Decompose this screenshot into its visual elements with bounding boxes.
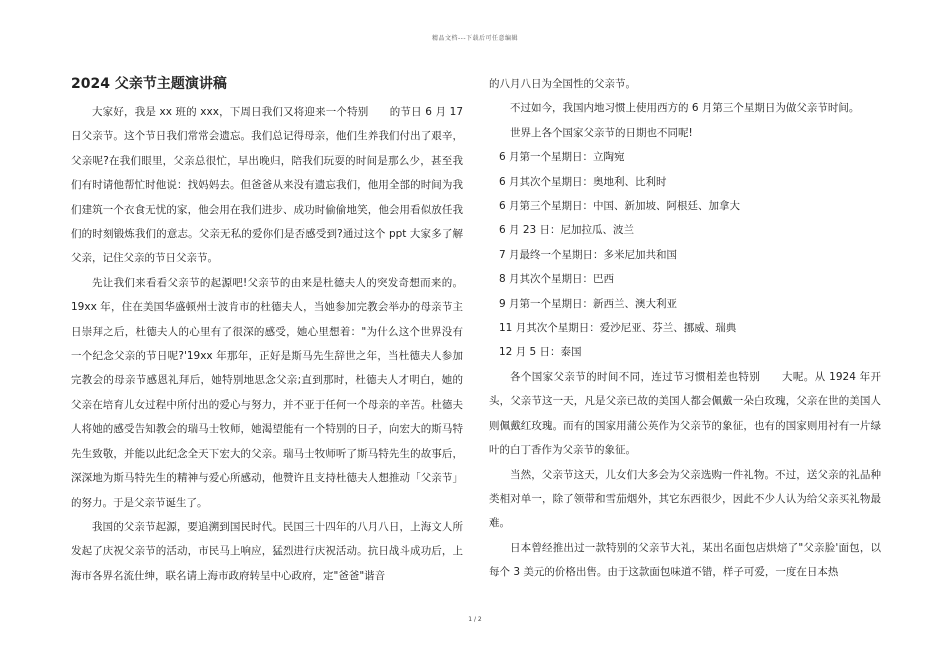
left-column — [71, 72, 463, 588]
list-item: 9 月第一个星期日：新西兰、澳大利亚 — [499, 297, 678, 310]
paragraph-continuation: 的八月八日为全国性的父亲节。 — [489, 78, 636, 90]
paragraph: 世界上各个国家父亲节的日期也不同呢! — [510, 126, 693, 139]
paragraph: 大家好，我是 xx 班的 xxx，下周日我们又将迎来一个特别 的节日 6 月 17 日父亲节。这个节日我们常常会遗忘。我们总记得母亲，他们生养我们付出了艰辛，父亲呢?在我们眼里，父亲总很忙，早出晚归，陪我们玩耍的时间是那么少，甚至我们有时请他帮忙时他说：找妈妈去。但爸爸从来没有遗忘我们，他用全部的时间为我们建筑一个衣食无忧的家，他会用在我们进步、成功时偷偷地笑，他会用看似放任我们的时刻锻炼我们的意志。父亲无私的爱你们是否感受到?通过这个 ppt 大家多了解父亲，记住父亲的节日父亲节。 — [71, 106, 463, 265]
paragraph: 日本曾经推出过一款特别的父亲节大礼，某出名面包店烘焙了"父亲脸'面包，以每个 3 美元的价格出售。由于这款面包味道不错，样子可爱，一度在日本热 — [489, 541, 881, 579]
list-item: 6 月 23 日：尼加拉瓜、波兰 — [499, 224, 635, 237]
paragraph: 先让我们来看看父亲节的起源吧!父亲节的由来是杜德夫人的突发奇想而来的。19xx 年，住在美国华盛顿州士波肯市的杜德夫人，当她参加完教会举办的母亲节主日崇拜之后，杜德夫人的心里有了很深的感受，她心里想着："为什么这个世界没有一个纪念父亲的节日呢?'19xx 年那年，正好是斯马先生辞世之年，当杜德夫人参加完教会的母亲节感恩礼拜后，她特别地思念父亲;直到那时，杜德夫人才明白，她的父亲在培育儿女过程中所付出的爱心与努力，并不亚于任何一个母亲的辛苦。杜德夫人将她的感受告知教会的瑞马士牧师，她渴望能有一个特别的日子，向宏大的斯马特先生致敬，并能以此纪念全天下宏大的父亲。瑞马士牧师听了斯马特先生的故事后，深深地为斯马特先生的精神与爱心所感动，他赞许且支持杜德夫人想推动「父亲节」的努力。于是父亲节诞生了。 — [71, 276, 463, 509]
list-item: 8 月其次个星期日：巴西 — [499, 273, 615, 286]
page-header: 精品文档---下载后可任意编辑 — [432, 35, 518, 42]
document-title: 2024 父亲节主题演讲稿 — [71, 76, 227, 92]
list-item: 6 月第一个星期日：立陶宛 — [499, 151, 625, 164]
date-list — [489, 145, 881, 365]
paragraph: 当然，父亲节这天，儿女们大多会为父亲选购一件礼物。不过，送父亲的礼品种类相对单一，除了领带和雪茄烟外，其它东西很少，因此不少人认为给父亲买礼物最难。 — [489, 468, 881, 530]
paragraph: 各个国家父亲节的时间不同，连过节习惯相差也特别 大呢。从 1924 年开头，父亲节这一天，凡是父亲已故的美国人都会佩戴一朵白玫瑰，父亲在世的美国人则佩戴红玫瑰。而有的国家用蒲公英作为父亲节的象征，也有的国家则用衬有一片绿叶的白丁香作为父亲节的象征。 — [489, 370, 881, 457]
right-column — [489, 72, 881, 585]
list-item: 7 月最终一个星期日：多米尼加共和国 — [499, 248, 678, 261]
paragraph: 我国的父亲节起源，要追溯到国民时代。民国三十四年的八月八日，上海文人所发起了庆祝父亲节的活动，市民马上响应，猛烈进行庆祝活动。抗日战斗成功后，上海市各界名流仕绅，联名请上海市政府转呈中心政府，定"爸爸"谐音 — [71, 520, 463, 582]
list-item: 6 月其次个星期日：奥地利、比利时 — [499, 175, 667, 188]
page-number: 1 / 2 — [468, 616, 482, 623]
list-item: 11 月其次个星期日：爱沙尼亚、芬兰、挪威、瑞典 — [499, 322, 737, 335]
list-item: 12 月 5 日：泰国 — [499, 346, 582, 359]
paragraph: 不过如今，我国内地习惯上使用西方的 6 月第三个星期日为做父亲节时间。 — [510, 102, 860, 115]
list-item: 6 月第三个星期日：中国、新加坡、阿根廷、加拿大 — [499, 200, 741, 213]
